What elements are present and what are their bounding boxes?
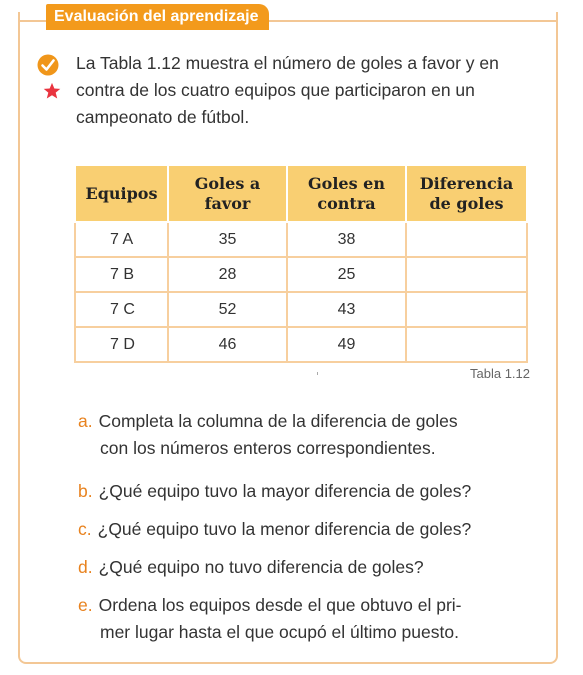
goals-for-cell: 28 [168, 257, 287, 292]
goals-against-cell: 49 [287, 327, 406, 362]
star-icon [43, 82, 61, 100]
team-cell: 7 D [75, 327, 168, 362]
question-d [78, 554, 554, 581]
goals-table [74, 164, 528, 363]
check-circle-icon [37, 54, 59, 76]
question-text: Completa la columna de la diferencia de goles [98, 411, 458, 431]
question-c [78, 516, 554, 543]
question-letter: d. [78, 557, 93, 577]
question-b [78, 478, 554, 505]
team-cell: 7 A [75, 222, 168, 257]
question-letter: c. [78, 519, 92, 539]
header-goles-a-favor: Goles a favor [168, 165, 287, 222]
goals-for-cell: 35 [168, 222, 287, 257]
goal-difference-cell[interactable] [406, 292, 527, 327]
table-row [75, 222, 527, 257]
question-text: ¿Qué equipo no tuvo diferencia de goles? [98, 557, 424, 577]
question-text-cont: con los números enteros correspondientes. [100, 438, 436, 458]
table-row [75, 292, 527, 327]
question-text: ¿Qué equipo tuvo la mayor diferencia de goles? [98, 481, 472, 501]
table-row [75, 327, 527, 362]
goals-against-cell: 25 [287, 257, 406, 292]
question-letter: e. [78, 595, 93, 615]
table-header-row [75, 165, 527, 222]
question-text-cont: mer lugar hasta el que ocupó el último puesto. [100, 622, 459, 642]
question-letter: a. [78, 411, 93, 431]
team-cell: 7 C [75, 292, 168, 327]
goals-against-cell: 43 [287, 292, 406, 327]
goal-difference-cell[interactable] [406, 222, 527, 257]
goals-against-cell: 38 [287, 222, 406, 257]
goal-difference-cell[interactable] [406, 257, 527, 292]
question-text: ¿Qué equipo tuvo la menor diferencia de goles? [97, 519, 472, 539]
goals-for-cell: 46 [168, 327, 287, 362]
goal-difference-cell[interactable] [406, 327, 527, 362]
table-row [75, 257, 527, 292]
question-a [78, 408, 554, 462]
section-header: Evaluación del aprendizaje [46, 4, 269, 30]
question-e [78, 592, 554, 646]
question-letter: b. [78, 481, 93, 501]
intro-text: La Tabla 1.12 muestra el número de goles a favor y en contra de los cuatro equipos que participaron en un campeonato de fútbol. [76, 53, 499, 127]
team-cell: 7 B [75, 257, 168, 292]
header-diferencia-de-goles: Diferencia de goles [406, 165, 527, 222]
table-caption: Tabla 1.12 [470, 366, 530, 381]
header-goles-en-contra: Goles en contra [287, 165, 406, 222]
header-equipos: Equipos [75, 165, 168, 222]
divider-tick [317, 372, 318, 375]
goals-for-cell: 52 [168, 292, 287, 327]
question-text: Ordena los equipos desde el que obtuvo el pri- [98, 595, 462, 615]
